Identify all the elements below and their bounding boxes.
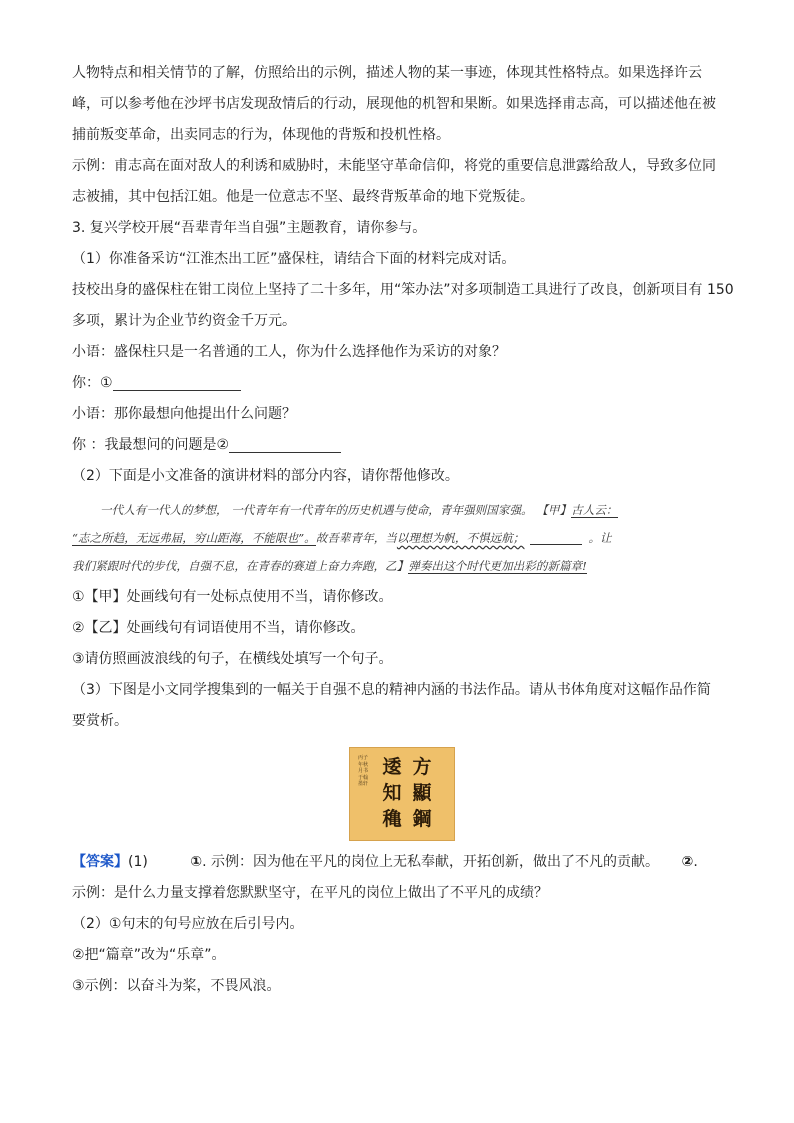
speech-text-a: 一代人有一代人的梦想， 一代青年有一代青年的历史机遇与使命，青年强则国家强。 【甲】 bbox=[100, 503, 572, 517]
calligraphy-char: 顯 bbox=[412, 782, 432, 804]
task-2: ②【乙】处画线句有词语使用不当，请你修改。 bbox=[72, 620, 365, 636]
speech-line-3 bbox=[72, 552, 732, 580]
calligraphy-char: 鋼 bbox=[412, 808, 432, 830]
speech-material bbox=[72, 496, 732, 580]
dialog-you-2 bbox=[72, 430, 732, 461]
speech-underline-yi: 弹奏出这个时代更加出彩的新篇章! bbox=[408, 559, 587, 573]
dialog-xiaoyu-2: 小语：那你最想向他提出什么问题？ bbox=[72, 406, 296, 422]
sub-question-1: （1）你准备采访“江淮杰出工匠”盛保柱，请结合下面的材料完成对话。 bbox=[72, 251, 516, 267]
answer-label: 【答案】 bbox=[72, 854, 128, 870]
speech-text-g: 我们紧跟时代的步伐，自强不息，在青春的赛道上奋力奔跑，乙】 bbox=[72, 559, 409, 573]
task-3: ③请仿照画波浪线的句子，在横线处填写一个句子。 bbox=[72, 651, 393, 667]
calligraphy-column-right bbox=[410, 754, 434, 832]
answer-1-num-1: ① bbox=[190, 854, 203, 870]
calligraphy-char: 逶 bbox=[382, 756, 402, 778]
speech-wavy-sentence: 以理想为帆，不惧远航； bbox=[396, 531, 525, 545]
material-line-1: 技校出身的盛保柱在钳工岗位上坚持了二十多年，用“笨办法”对多项制造工具进行了改良，创新项目有 150 bbox=[72, 282, 734, 298]
sub-question-3-line-2: 要赏析。 bbox=[72, 713, 128, 729]
task-1: ①【甲】处画线句有一处标点使用不当，请你修改。 bbox=[72, 589, 393, 605]
answer-blank-1[interactable] bbox=[113, 372, 241, 391]
speech-underline-jia-start: 古人云： bbox=[571, 503, 618, 517]
answer-line-1 bbox=[72, 847, 732, 878]
question-3-title: 3. 复兴学校开展“吾辈青年当自强”主题教育，请你参与。 bbox=[72, 220, 427, 236]
example-line-2: 志被捕，其中包括江姐。他是一位意志不坚、最终背叛革命的地下党叛徒。 bbox=[72, 189, 534, 205]
calligraphy-image bbox=[349, 747, 455, 841]
answer-line-4: ②把“篇章”改为“乐章”。 bbox=[72, 947, 226, 963]
document-page bbox=[72, 58, 732, 1002]
answer-1-prefix: (1) bbox=[128, 854, 148, 870]
speech-text-d: 故吾辈青年，当 bbox=[315, 531, 397, 545]
calligraphy-column-left bbox=[380, 754, 404, 832]
material-line-2: 多项，累计为企业节约资金千万元。 bbox=[72, 313, 296, 329]
speech-fill-blank[interactable] bbox=[530, 530, 582, 545]
dialog-you-1-text: 你：① bbox=[72, 375, 113, 391]
sub-question-3-line-1: （3）下图是小文同学搜集到的一幅关于自强不息的精神内涵的书法作品。请从书体角度对这幅作品作简 bbox=[72, 682, 711, 698]
answer-line-5: ③示例：以奋斗为桨，不畏风浪。 bbox=[72, 978, 281, 994]
calligraphy-char: 穐 bbox=[382, 808, 402, 830]
answer-1-num-2: ② bbox=[681, 854, 694, 870]
calligraphy-inscription: 丙子年秋月书于翰墨轩 bbox=[358, 755, 369, 788]
intro-line-2: 峰，可以参考他在沙坪书店发现敌情后的行动，展现他的机智和果断。如果选择甫志高，可以描述他在被 bbox=[72, 96, 716, 112]
speech-underline-jia: “志之所趋，无远弗届，穷山距海，不能限也”。 bbox=[72, 531, 316, 545]
answer-1-text: . 示例：因为他在平凡的岗位上无私奉献，开拓创新，做出了不凡的贡献。 bbox=[202, 854, 660, 870]
answer-blank-2[interactable] bbox=[229, 434, 341, 453]
example-line-1: 示例：甫志高在面对敌人的利诱和威胁时，未能坚守革命信仰，将党的重要信息泄露给敌人，导致多位同 bbox=[72, 158, 716, 174]
answer-line-3: （2）①句末的句号应放在后引号内。 bbox=[72, 916, 304, 932]
dialog-xiaoyu-1: 小语：盛保柱只是一名普通的工人，你为什么选择他作为采访的对象？ bbox=[72, 344, 506, 360]
speech-line-1 bbox=[72, 496, 732, 524]
speech-line-2 bbox=[72, 524, 732, 552]
intro-line-1: 人物特点和相关情节的了解，仿照给出的示例，描述人物的某一事迹，体现其性格特点。如果选择许云 bbox=[72, 65, 702, 81]
speech-text-f: 。让 bbox=[588, 531, 612, 545]
calligraphy-char: 方 bbox=[412, 756, 432, 778]
dialog-you-2-text: 你 ：我最想问的问题是② bbox=[72, 437, 230, 453]
answer-1-tail: . bbox=[693, 854, 698, 870]
answer-line-2: 示例：是什么力量支撑着您默默坚守，在平凡的岗位上做出了不平凡的成绩？ bbox=[72, 885, 548, 901]
calligraphy-char: 知 bbox=[382, 782, 402, 804]
sub-question-2: （2）下面是小文准备的演讲材料的部分内容，请你帮他修改。 bbox=[72, 468, 459, 484]
intro-line-3: 捕前叛变革命，出卖同志的行为，体现他的背叛和投机性格。 bbox=[72, 127, 450, 143]
dialog-you-1 bbox=[72, 368, 732, 399]
